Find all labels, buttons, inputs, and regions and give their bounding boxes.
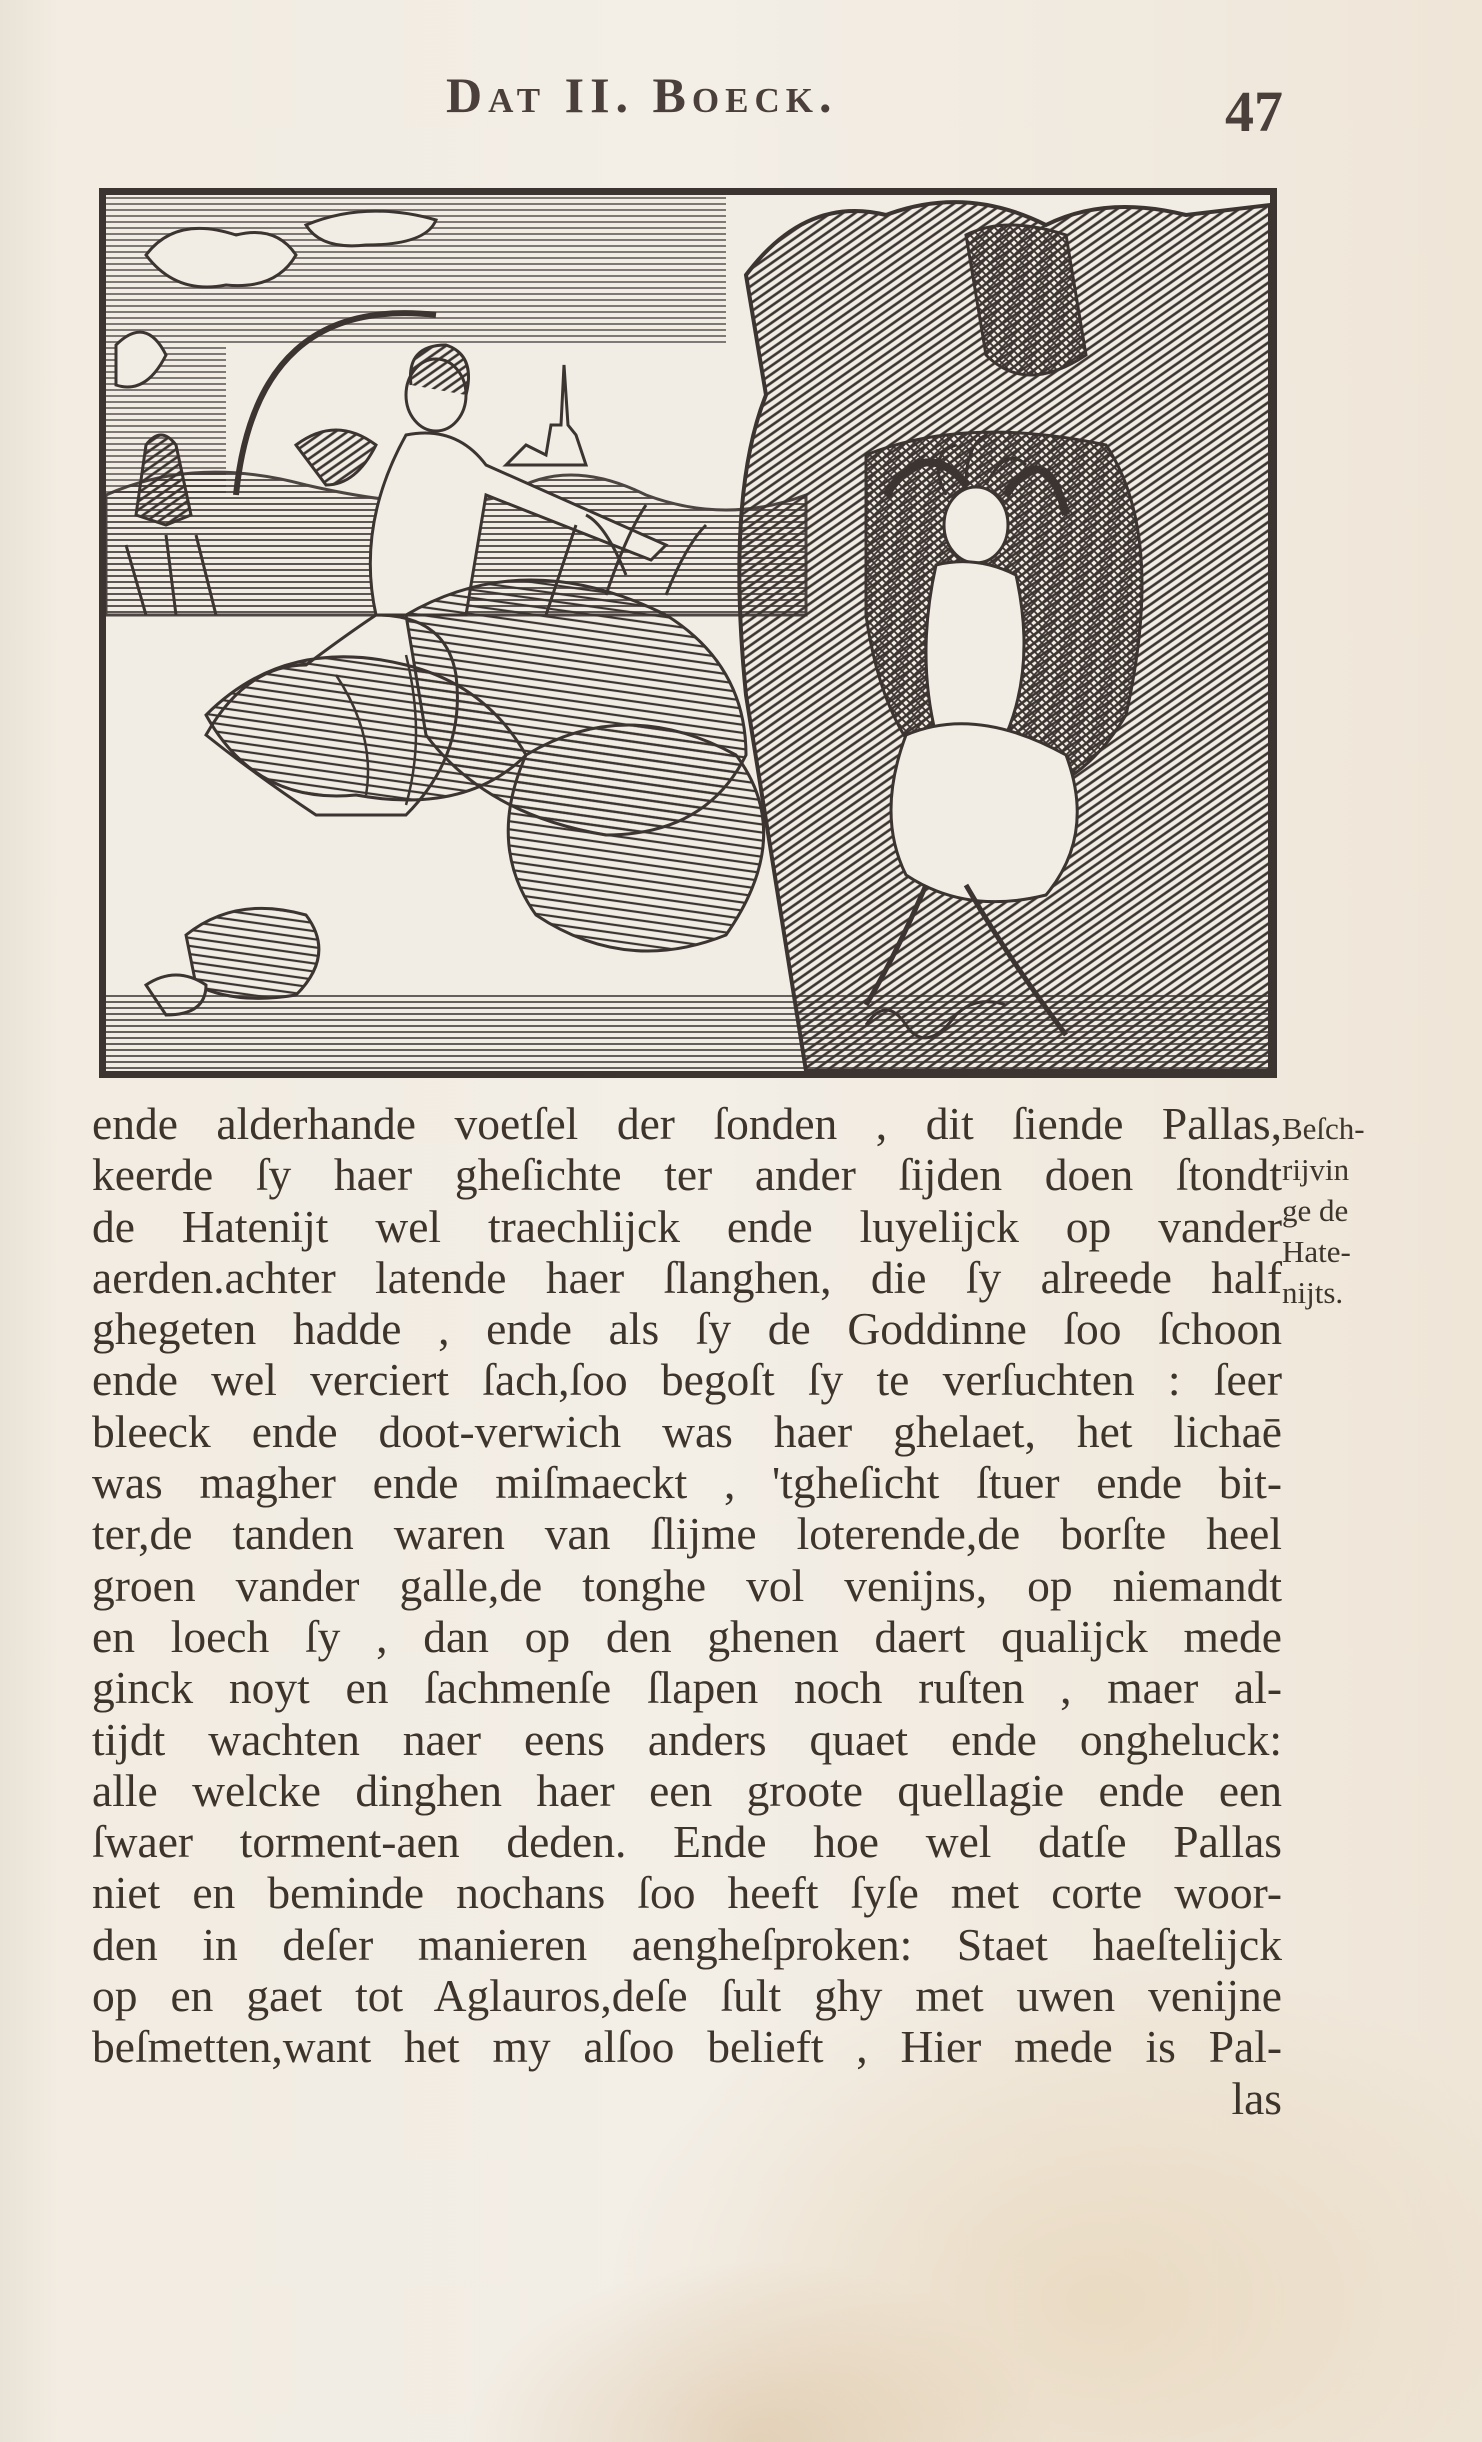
margin-note <box>1282 1108 1472 1313</box>
running-head: Dat II. Boeck. <box>446 67 838 123</box>
catchword: las <box>1231 2072 1282 2124</box>
margin-note-line: rijvin <box>1282 1152 1350 1187</box>
woodcut-scene-icon <box>106 195 1270 1071</box>
margin-note-line: Hate- <box>1282 1234 1351 1269</box>
margin-note-line: ge de <box>1282 1193 1349 1228</box>
text-line: de Hatenijt wel traechlijck ende luyelijck op vander <box>92 1200 1282 1252</box>
text-line: ghegeten hadde , ende als ſy de Goddinne ſoo ſchoon <box>92 1303 1282 1355</box>
text-line: ginck noyt en ſachmenſe ſlapen noch ruſten , maer al- <box>92 1662 1282 1714</box>
text-line: tijdt wachten naer eens anders quaet ende ongheluck: <box>92 1713 1282 1765</box>
text-line: en loech ſy , dan op den ghenen daert qualijck mede <box>92 1610 1282 1662</box>
text-line: den in deſer manieren aengheſproken: Staet haeſtelijck <box>92 1918 1282 1970</box>
margin-note-line: nijts. <box>1282 1275 1344 1310</box>
woodcut-illustration <box>99 188 1277 1078</box>
text-line: beſmetten,want het my alſoo belieft , Hier mede is Pal- <box>92 2021 1282 2073</box>
text-line: ſwaer torment-aen deden. Ende hoe wel datſe Pallas <box>92 1816 1282 1868</box>
text-line: keerde ſy haer gheſichte ter ander ſijden doen ſtondt <box>92 1149 1282 1201</box>
text-line: aerden.achter latende haer ſlanghen, die ſy alreede half <box>92 1251 1282 1303</box>
text-line: ter,de tanden waren van ſlijme loterende,de borſte heel <box>92 1508 1282 1560</box>
text-line: alle welcke dinghen haer een groote quellagie ende een <box>92 1764 1282 1816</box>
text-line: ende alderhande voetſel der ſonden , dit ſiende Pallas, <box>92 1098 1282 1149</box>
text-line: bleeck ende doot-verwich was haer ghelaet, het lichaē <box>92 1405 1282 1457</box>
body-text <box>92 1098 1282 2124</box>
text-line: op en gaet tot Aglauros,deſe ſult ghy met uwen venijne <box>92 1970 1282 2022</box>
text-line: ende wel verciert ſach,ſoo begoſt ſy te verſuchten : ſeer <box>92 1354 1282 1406</box>
page-number: 47 <box>1225 79 1283 144</box>
margin-note-line: Beſch- <box>1282 1111 1365 1146</box>
text-line: niet en beminde nochans ſoo heeft ſyſe met corte woor- <box>92 1867 1282 1919</box>
text-line: was magher ende miſmaeckt , 'tgheſicht ſtuer ende bit- <box>92 1457 1282 1509</box>
text-line: groen vander galle,de tonghe vol venijns, op niemandt <box>92 1559 1282 1611</box>
